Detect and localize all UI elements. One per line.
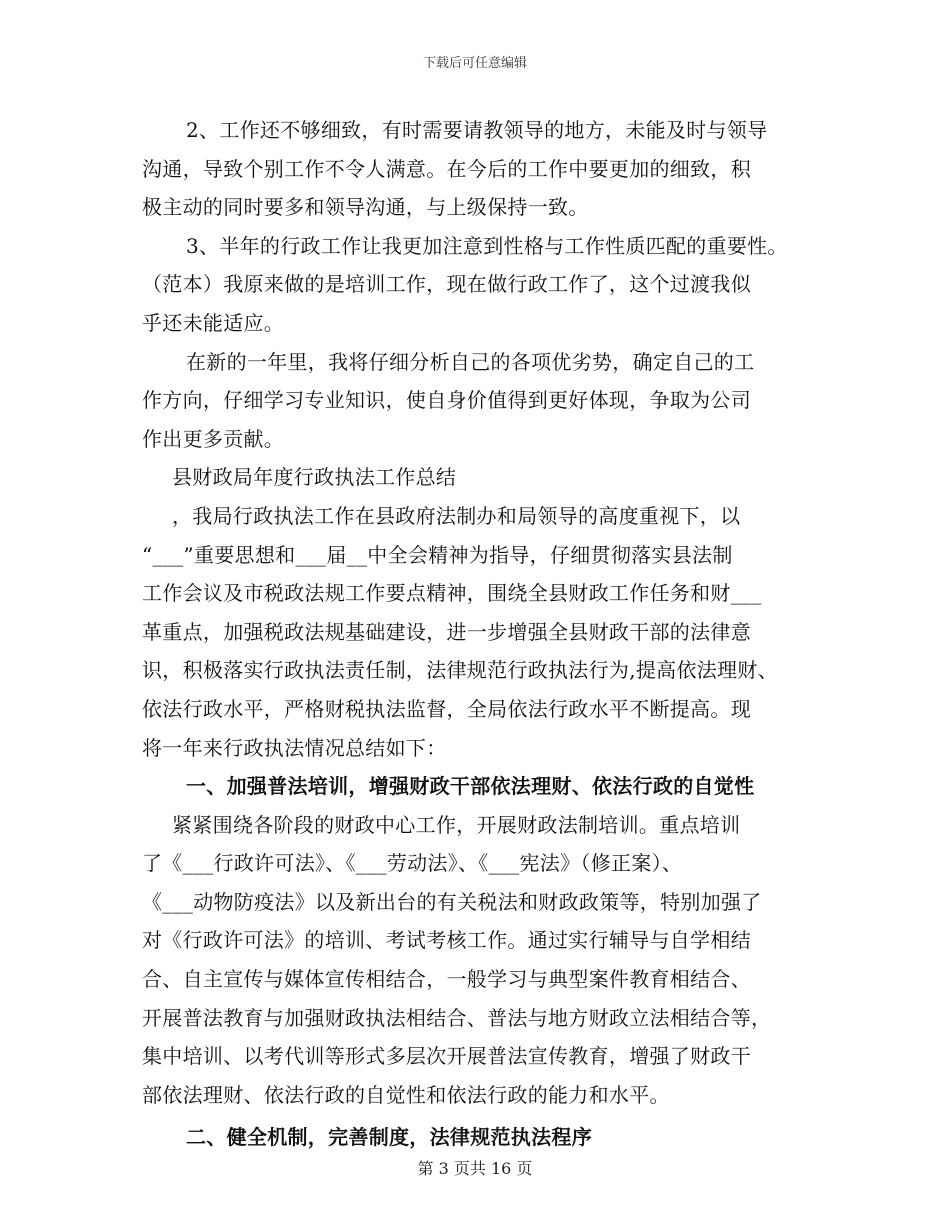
text-line: 革重点，加强税政法规基础建设，进一步增强全县财政干部的法律意 <box>142 619 751 644</box>
text-line: 合、自主宣传与媒体宣传相结合，一般学习与典型案件教育相结合、 <box>142 967 751 992</box>
text-line: “___”重要思想和___届__中全会精神为指导，仔细贯彻落实县法制 <box>142 542 733 567</box>
text-line: 工作会议及市税政法规工作要点精神，围绕全县财政工作任务和财___ <box>142 581 762 606</box>
text-line: （范本）我原来做的是培训工作，现在做行政工作了，这个过渡我似 <box>142 272 751 297</box>
text-line: 将一年来行政执法情况总结如下： <box>142 735 447 760</box>
document-body <box>142 111 832 1157</box>
text-line: 对《行政许可法》的培训、考试考核工作。通过实行辅导与自学相结 <box>142 928 751 953</box>
text-line: 部依法理财、依法行政的自觉性和依法行政的能力和水平。 <box>142 1082 670 1107</box>
text-line: 依法行政水平，严格财税执法监督，全局依法行政水平不断提高。现 <box>142 696 751 721</box>
section-heading: 一、加强普法培训，增强财政干部依法理财、依法行政的自觉性 <box>186 774 755 799</box>
page-footer: 第 3 页共 16 页 <box>417 1159 533 1178</box>
text-line: 作出更多贡献。 <box>142 426 285 451</box>
text-line: 开展普法教育与加强财政执法相结合、普法与地方财政立法相结合等， <box>142 1005 772 1030</box>
text-line: 识，积极落实行政执法责任制，法律规范行政执法行为,提高依法理财、 <box>142 658 778 683</box>
text-line: 极主动的同时要多和领导沟通，与上级保持一致。 <box>142 195 589 220</box>
text-line: 3、半年的行政工作让我更加注意到性格与工作性质匹配的重要性。 <box>186 233 788 258</box>
text-line: 在新的一年里，我将仔细分析自己的各项优劣势，确定自己的工 <box>186 349 755 374</box>
text-line: 了《___行政许可法》、《___劳动法》、《___宪法》（修正案）、 <box>142 851 683 876</box>
text-line: ，我局行政执法工作在县政府法制办和局领导的高度重视下，以 <box>172 503 741 528</box>
text-line: 集中培训、以考代训等形式多层次开展普法宣传教育，增强了财政干 <box>142 1044 751 1069</box>
page-header: 下载后可任意编辑 <box>422 56 527 71</box>
text-line: 沟通，导致个别工作不令人满意。在今后的工作中要更加的细致，积 <box>142 156 751 181</box>
text-line: 乎还未能适应。 <box>142 310 285 335</box>
text-line: 《___动物防疫法》以及新出台的有关税法和财政政策等，特别加强了 <box>142 889 762 914</box>
text-line: 县财政局年度行政执法工作总结 <box>172 465 457 490</box>
text-line: 2、工作还不够细致，有时需要请教领导的地方，未能及时与领导 <box>186 118 768 142</box>
section-heading: 二、健全机制，完善制度，法律规范执法程序 <box>186 1125 592 1150</box>
text-line: 紧紧围绕各阶段的财政中心工作，开展财政法制培训。重点培训 <box>172 812 741 837</box>
text-line: 作方向，仔细学习专业知识，使自身价值得到更好体现，争取为公司 <box>142 388 751 413</box>
